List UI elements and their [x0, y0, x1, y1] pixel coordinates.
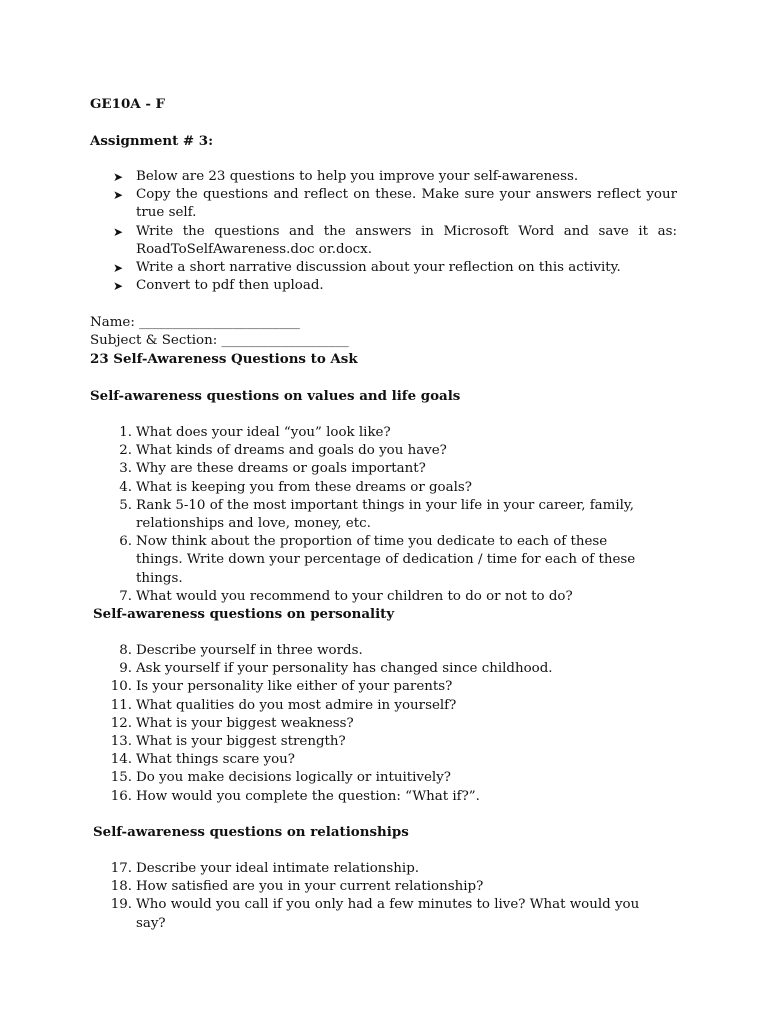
- question-item: 14. What things scare you?: [110, 752, 295, 768]
- question-item: 10. Is your personality like either of your parents?: [110, 679, 453, 695]
- arrow-bullet-icon: ➤: [113, 170, 124, 184]
- question-item: 18. How satisfied are you in your current relationship?: [110, 879, 484, 895]
- question-item: 15. Do you make decisions logically or intuitively?: [110, 770, 451, 786]
- arrow-bullet-icon: ➤: [113, 224, 124, 239]
- instruction-list: [113, 168, 677, 295]
- question-item: 12. What is your biggest weakness?: [110, 715, 354, 731]
- question-item: 5. Rank 5-10 of the most important things in your life in your career, family, relationships and love, money, etc.: [119, 497, 634, 532]
- arrow-bullet-icon: ➤: [113, 188, 124, 203]
- question-item: 16. How would you complete the question: “What if?”.: [110, 788, 480, 804]
- question-item: 9. Ask yourself if your personality has changed since childhood.: [119, 661, 553, 677]
- question-item: 19. Who would you call if you only had a few minutes to live? What would you say?: [110, 897, 640, 931]
- question-list-personality: [110, 642, 648, 806]
- question-item: 2. What kinds of dreams and goals do you have?: [119, 443, 447, 459]
- questions-title: 23 Self-Awareness Questions to Ask: [90, 351, 358, 368]
- question-item: 8. Describe yourself in three words.: [119, 643, 363, 658]
- arrow-bullet-icon: ➤: [113, 279, 124, 294]
- assignment-title: Assignment # 3:: [90, 133, 214, 149]
- question-item: 11. What qualities do you most admire in yourself?: [110, 697, 457, 713]
- instruction-item: ➤ Copy the questions and reflect on these. Make sure your answers reflect your true self.: [113, 187, 677, 221]
- section-heading-relationships: Self-awareness questions on relationships: [93, 824, 409, 840]
- arrow-bullet-icon: ➤: [113, 261, 124, 276]
- name-field: Name: ________________________: [90, 315, 300, 330]
- question-item: 3. Why are these dreams or goals important?: [119, 461, 426, 477]
- course-code: GE10A - F: [90, 96, 166, 112]
- question-item: 6. Now think about the proportion of time you dedicate to each of these things. Write down your percentage of dedication / time for each of these things.: [119, 534, 636, 586]
- question-item: 17. Describe your ideal intimate relationship.: [110, 861, 420, 876]
- question-item: 4. What is keeping you from these dreams or goals?: [119, 479, 472, 495]
- instruction-item: ➤ Write a short narrative discussion about your reflection on this activity.: [113, 259, 677, 277]
- subject-section-field: Subject & Section: ___________________: [90, 333, 349, 349]
- section-heading-personality: Self-awareness questions on personality: [93, 606, 395, 622]
- instruction-item: ➤ Write the questions and the answers in Microsoft Word and save it as: RoadToSelfAwareness.doc or.docx.: [113, 223, 677, 257]
- section-heading-values: Self-awareness questions on values and life goals: [90, 388, 461, 404]
- question-item: 7. What would you recommend to your children to do or not to do?: [119, 588, 573, 604]
- student-fields: [90, 314, 358, 369]
- question-item: 13. What is your biggest strength?: [110, 734, 346, 750]
- instruction-item: ➤ Convert to pdf then upload.: [113, 277, 677, 295]
- question-list-values: [113, 424, 648, 606]
- question-item: 1. What does your ideal “you” look like?: [119, 425, 391, 440]
- instruction-item: ➤ Below are 23 questions to help you improve your self-awareness.: [113, 168, 677, 186]
- question-list-relationships: [110, 860, 673, 933]
